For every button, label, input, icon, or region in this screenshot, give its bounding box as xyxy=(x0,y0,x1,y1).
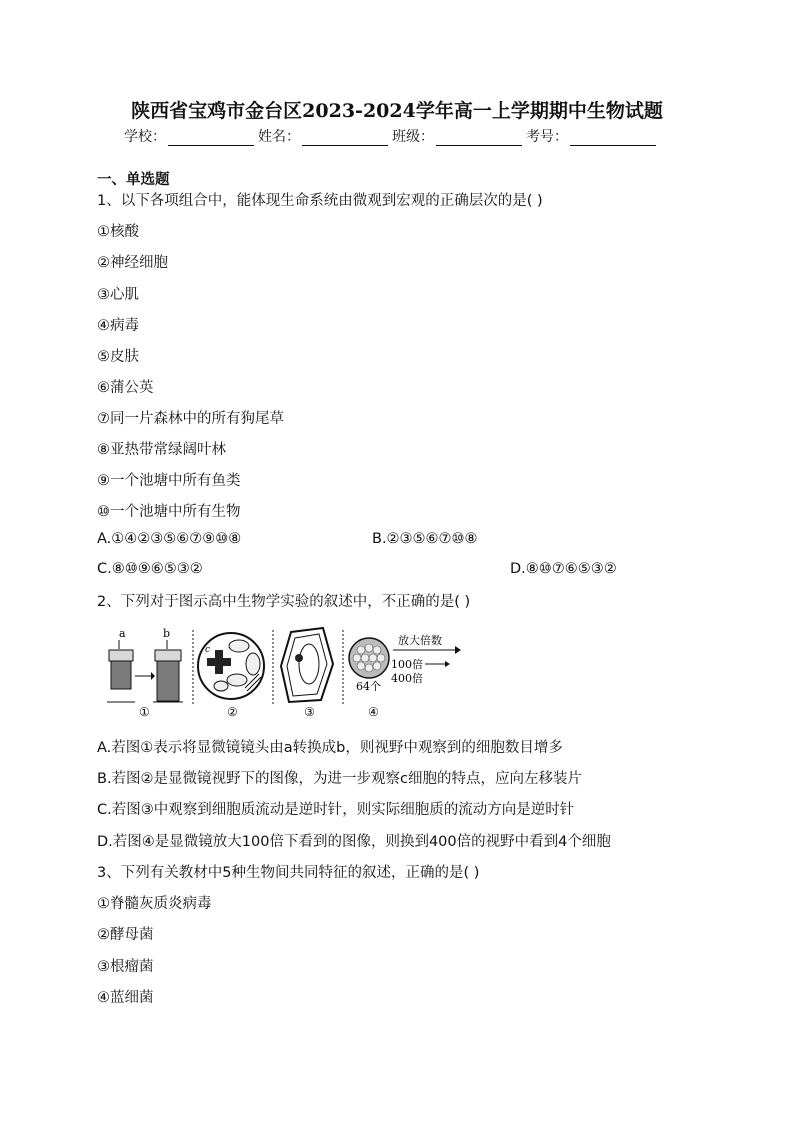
fig-num-4: ④ xyxy=(368,705,379,719)
q1-item: ⑥蒲公英 xyxy=(97,380,154,396)
q1-option-b[interactable]: B.②③⑤⑥⑦⑩⑧ xyxy=(372,531,478,547)
q1-item: ⑤皮肤 xyxy=(97,349,139,365)
q1-item: ⑧亚热带常绿阔叶林 xyxy=(97,442,226,458)
q1-option-c[interactable]: C.⑧⑩⑨⑥⑤③② xyxy=(97,561,203,577)
exam-number-label: 考号： xyxy=(526,129,568,145)
name-label: 姓名： xyxy=(258,129,300,145)
school-blank xyxy=(168,129,254,146)
fig-num-3: ③ xyxy=(304,705,315,719)
q1-item: ②神经细胞 xyxy=(97,255,168,271)
objective-lenses-figure xyxy=(107,627,183,719)
cell-count-label: 64个 xyxy=(356,680,381,693)
class-blank xyxy=(436,129,522,146)
exam-number-blank xyxy=(570,129,656,146)
q3-item: ④蓝细菌 xyxy=(97,990,154,1006)
q2-figure xyxy=(97,624,467,720)
fig-num-2: ② xyxy=(227,705,238,719)
q3-stem: 3、下列有关教材中5种生物间共同特征的叙述，正确的是( ) xyxy=(97,865,480,881)
q2-option-b[interactable]: B.若图②是显微镜视野下的图像，为进一步观察c细胞的特点，应向左移装片 xyxy=(97,771,583,787)
q1-stem: 1、以下各项组合中，能体现生命系统由微观到宏观的正确层次的是( ) xyxy=(97,193,543,209)
mag-400-label: 400倍 xyxy=(391,672,423,685)
q2-option-c[interactable]: C.若图③中观察到细胞质流动是逆时针，则实际细胞质的流动方向是逆时针 xyxy=(97,802,575,818)
magnified-cells-figure xyxy=(349,633,461,719)
q1-item: ①核酸 xyxy=(97,224,139,240)
q3-item: ③根瘤菌 xyxy=(97,959,154,975)
plant-cell-figure xyxy=(281,628,333,719)
q1-item: ⑩一个池塘中所有生物 xyxy=(97,504,241,520)
mag-100-label: 100倍 xyxy=(391,658,423,671)
q2-option-d[interactable]: D.若图④是显微镜放大100倍下看到的图像，则换到400倍的视野中看到4个细胞 xyxy=(97,834,611,850)
name-blank xyxy=(302,129,388,146)
page-title: 陕西省宝鸡市金台区2023-2024学年高一上学期期中生物试题 xyxy=(131,100,663,122)
q1-item: ④病毒 xyxy=(97,318,139,334)
q1-item: ⑦同一片森林中的所有狗尾草 xyxy=(97,411,284,427)
q1-option-a[interactable]: A.①④②③⑤⑥⑦⑨⑩⑧ xyxy=(97,531,242,547)
q3-item: ①脊髓灰质炎病毒 xyxy=(97,896,212,912)
q1-option-d[interactable]: D.⑧⑩⑦⑥⑤③② xyxy=(510,561,617,577)
school-label: 学校： xyxy=(124,129,166,145)
q1-item: ③心肌 xyxy=(97,287,139,303)
class-label: 班级： xyxy=(392,129,434,145)
fig-num-1: ① xyxy=(139,705,150,719)
label-c: c xyxy=(205,645,211,655)
q1-item: ⑨一个池塘中所有鱼类 xyxy=(97,473,241,489)
microscope-field-figure xyxy=(198,633,264,719)
label-a: a xyxy=(119,627,126,640)
label-b: b xyxy=(163,627,171,640)
q3-item: ②酵母菌 xyxy=(97,927,154,943)
student-info-line xyxy=(124,126,660,146)
q2-stem: 2、下列对于图示高中生物学实验的叙述中，不正确的是( ) xyxy=(97,594,471,610)
q2-option-a[interactable]: A.若图①表示将显微镜镜头由a转换成b，则视野中观察到的细胞数目增多 xyxy=(97,740,563,756)
magnification-label: 放大倍数 xyxy=(398,634,442,647)
section-heading: 一、单选题 xyxy=(97,172,170,188)
